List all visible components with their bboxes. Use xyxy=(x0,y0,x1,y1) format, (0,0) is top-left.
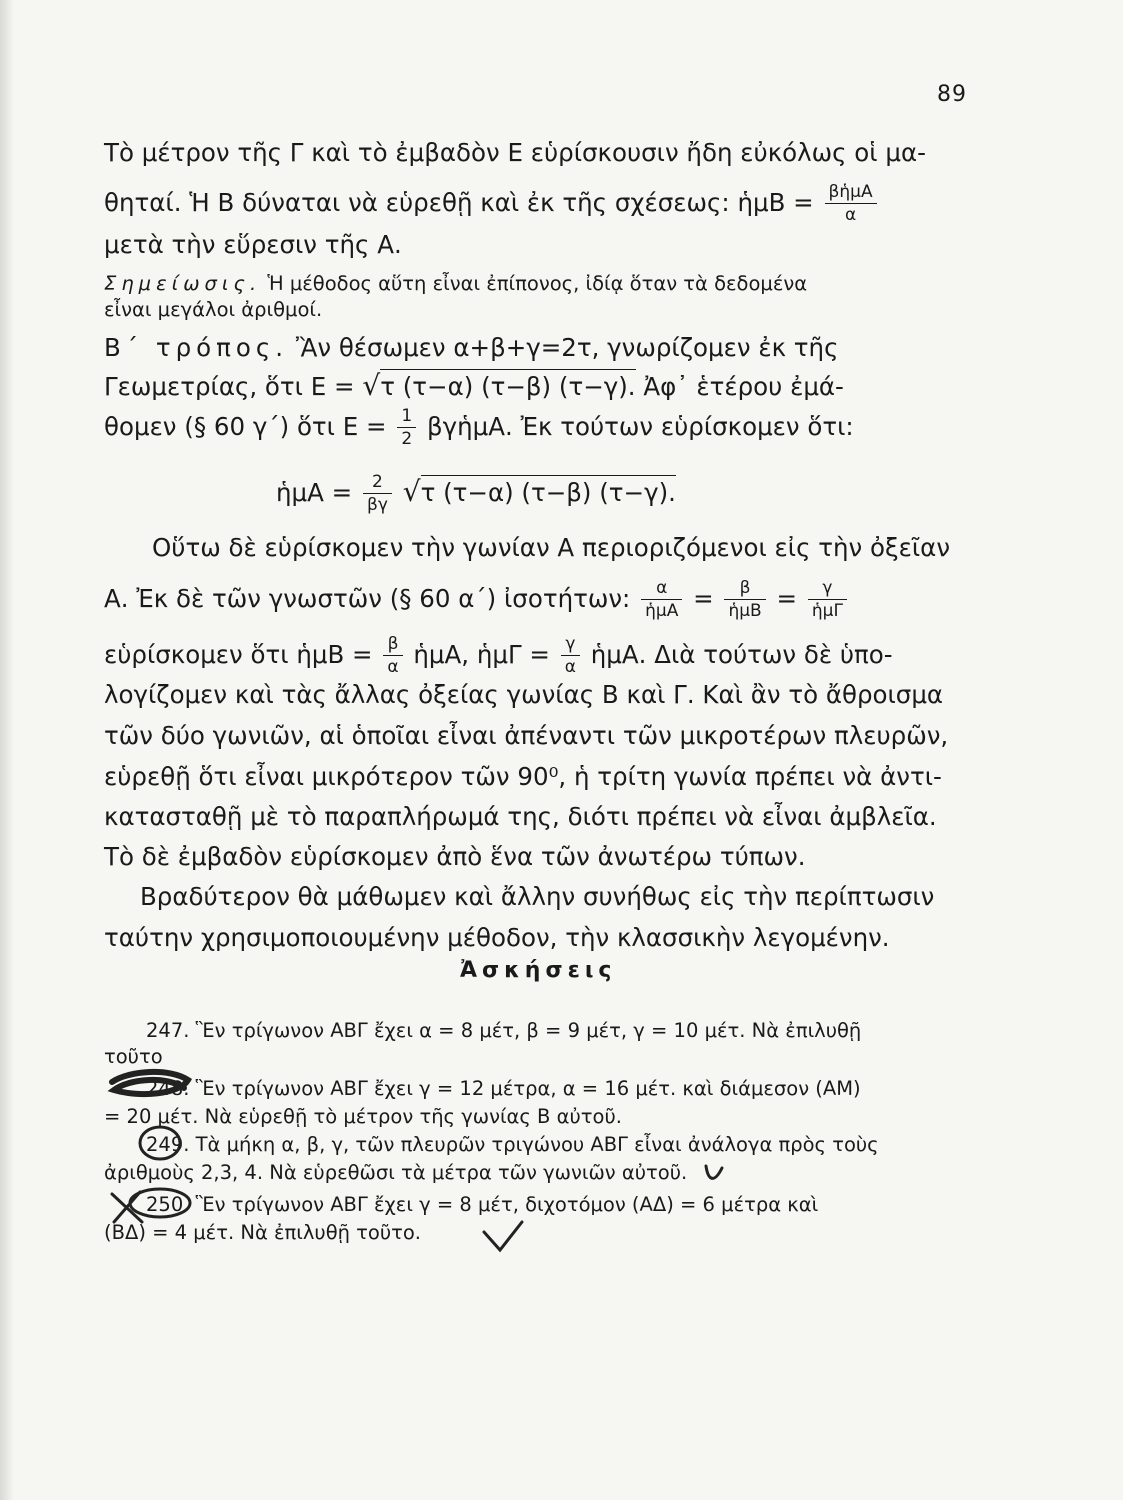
cross-mark xyxy=(112,1192,142,1222)
note-line xyxy=(104,271,807,297)
radicand: τ (τ−α) (τ−β) (τ−γ). xyxy=(380,369,635,401)
check-mark xyxy=(484,1222,522,1250)
equation xyxy=(276,474,676,514)
fraction xyxy=(724,580,765,620)
text-line: εὑρεθῇ ὅτι εἶναι μικρότερον τῶν 90⁰, ἡ τρίτη γωνία πρέπει νὰ ἀντι- xyxy=(104,762,942,791)
radicand: τ (τ−α) (τ−β) (τ−γ). xyxy=(421,475,676,507)
fraction-numerator: β xyxy=(724,580,765,600)
text-line xyxy=(104,371,844,402)
page-number: 89 xyxy=(937,82,967,107)
fraction-denominator: α xyxy=(564,657,576,677)
exercise-line: (ΒΔ) = 4 μέτ. Νὰ ἐπιλυθῇ τοῦτο. xyxy=(104,1221,422,1244)
text-span: Ἂν θέσωμεν α+β+γ=2τ, γνωρίζομεν ἐκ τῆς xyxy=(295,333,839,362)
text-span: Τὰ μήκη α, β, γ, τῶν πλευρῶν τριγώνου ΑΒΓ εἶναι ἀνάλογα πρὸς τοὺς xyxy=(195,1133,879,1156)
hand-mark xyxy=(706,1166,722,1178)
fraction-numerator: 1 xyxy=(397,408,416,428)
fraction-numerator: βἡμΑ xyxy=(825,184,877,204)
fraction xyxy=(808,580,847,620)
fraction-numerator: 2 xyxy=(363,474,392,494)
equals-sign: = xyxy=(776,584,798,613)
text-span: Ἓν τρίγωνον ΑΒΓ ἔχει γ = 12 μέτρα, α = 16 μέτ. καὶ διάμεσον (ΑΜ) xyxy=(195,1077,861,1100)
text-span: εὑρίσκομεν ὅτι ἡμΒ = xyxy=(104,640,373,669)
page-spine-shadow xyxy=(0,0,14,1500)
fraction-numerator: γ xyxy=(561,636,580,656)
radical xyxy=(403,477,676,508)
fraction-denominator: 2 xyxy=(401,429,413,449)
fraction-denominator: α xyxy=(844,205,857,225)
fraction-denominator: βγ xyxy=(367,495,388,515)
fraction xyxy=(363,474,392,514)
exercise-249 xyxy=(146,1132,879,1158)
text-line: κατασταθῇ μὲ τὸ παραπλήρωμά της, διότι πρέπει νὰ εἶναι ἀμβλεῖα. xyxy=(104,802,937,831)
text-line: λογίζομεν καὶ τὰς ἄλλας ὀξείας γωνίας Β καὶ Γ. Καὶ ἂν τὸ ἄθροισμα xyxy=(104,680,944,709)
text-span: ἡμΑ. Διὰ τούτων δὲ ὑπο- xyxy=(590,640,893,669)
text-line: Βραδύτερον θὰ μάθωμεν καὶ ἄλλην συνήθως εἰς τὴν περίπτωσιν xyxy=(140,882,935,911)
text-line xyxy=(104,408,854,448)
text-span: Ἡ μέθοδος αὕτη εἶναι ἐπίπονος, ἰδίᾳ ὅταν τὰ δεδομένα xyxy=(267,272,808,295)
text-line: Τὸ μέτρον τῆς Γ καὶ τὸ ἐμβαδὸν Ε εὑρίσκουσιν ἤδη εὐκόλως οἱ μα- xyxy=(104,138,926,167)
fraction-denominator: ἡμΑ xyxy=(645,601,679,621)
exercise-number: 248. xyxy=(146,1077,190,1100)
fraction xyxy=(397,408,416,448)
radical xyxy=(362,371,635,402)
text-line: ταύτην χρησιμοποιουμένην μέθοδον, τὴν κλασσικὴν λεγομένην. xyxy=(104,923,890,952)
exercise-248 xyxy=(146,1076,861,1102)
exercise-line: ἀριθμοὺς 2,3, 4. Νὰ εὑρεθῶσι τὰ μέτρα τῶν γωνιῶν αὐτοῦ. xyxy=(104,1161,688,1184)
text-span: Α. Ἐκ δὲ τῶν γνωστῶν (§ 60 α΄) ἰσοτήτων: xyxy=(104,584,631,613)
text-span: βγἡμΑ. Ἐκ τούτων εὑρίσκομεν ὅτι: xyxy=(426,412,854,441)
text-line: Οὕτω δὲ εὑρίσκομεν τὴν γωνίαν Α περιοριζόμενοι εἰς τὴν ὀξεῖαν xyxy=(152,533,951,562)
exercise-line: = 20 μέτ. Νὰ εὑρεθῇ τὸ μέτρον τῆς γωνίας Β αὐτοῦ. xyxy=(104,1105,622,1128)
exercise-247: 247. Ἓν τρίγωνον ΑΒΓ ἔχει α = 8 μέτ, β = 9 μέτ, γ = 10 μέτ. Νὰ ἐπιλυθῇ xyxy=(146,1019,862,1042)
fraction-numerator: α xyxy=(641,580,682,600)
fraction xyxy=(825,184,877,224)
equation-lhs: ἡμΑ = xyxy=(276,478,353,507)
exercise-number: 250. xyxy=(146,1193,190,1216)
exercise-number: 249. xyxy=(146,1133,190,1156)
text-span: θηταί. Ἡ Β δύναται νὰ εὑρεθῇ καὶ ἐκ τῆς σχέσεως: ἡμΒ = xyxy=(104,188,814,217)
fraction xyxy=(561,636,580,676)
text-line xyxy=(104,333,838,363)
note-line: εἶναι μεγάλοι ἀριθμοί. xyxy=(104,298,323,321)
fraction-denominator: ἡμΒ xyxy=(728,601,762,621)
note-label: Σημείωσις. xyxy=(104,272,262,295)
exercise-250 xyxy=(146,1192,818,1218)
equals-sign: = xyxy=(693,584,714,613)
text-line xyxy=(104,636,893,676)
section-heading: Ἀσκήσεις xyxy=(460,958,617,983)
fraction-numerator: γ xyxy=(808,580,847,600)
exercise-line: τοῦτο xyxy=(104,1045,163,1068)
text-line: τῶν δύο γωνιῶν, αἱ ὁποῖαι εἶναι ἀπέναντι τῶν μικροτέρων πλευρῶν, xyxy=(104,721,949,750)
text-span: Γεωμετρίας, ὅτι Ε = xyxy=(104,372,355,401)
text-span: Ἀφ᾿ ἑτέρου ἐμά- xyxy=(643,372,844,401)
text-line: Τὸ δὲ ἐμβαδὸν εὑρίσκομεν ἀπὸ ἕνα τῶν ἀνωτέρω τύπων. xyxy=(104,842,806,871)
fraction-numerator: β xyxy=(383,636,402,656)
text-span: Ἓν τρίγωνον ΑΒΓ ἔχει γ = 8 μέτ, διχοτόμον (ΑΔ) = 6 μέτρα καὶ xyxy=(195,1193,819,1216)
fraction-denominator: ἡμΓ xyxy=(811,601,843,621)
text-span: θομεν (§ 60 γ΄) ὅτι Ε = xyxy=(104,412,387,441)
text-span: ἡμΑ, ἡμΓ = xyxy=(413,640,550,669)
text-line xyxy=(104,184,880,224)
fraction xyxy=(383,636,402,676)
method-label: Β΄ τρόπος. xyxy=(104,333,289,362)
radical-sign: √ xyxy=(362,369,381,402)
radical-sign: √ xyxy=(402,475,421,508)
fraction xyxy=(641,580,682,620)
fraction-denominator: α xyxy=(387,657,399,677)
text-line xyxy=(104,580,850,620)
text-line: μετὰ τὴν εὕρεσιν τῆς Α. xyxy=(104,230,402,259)
